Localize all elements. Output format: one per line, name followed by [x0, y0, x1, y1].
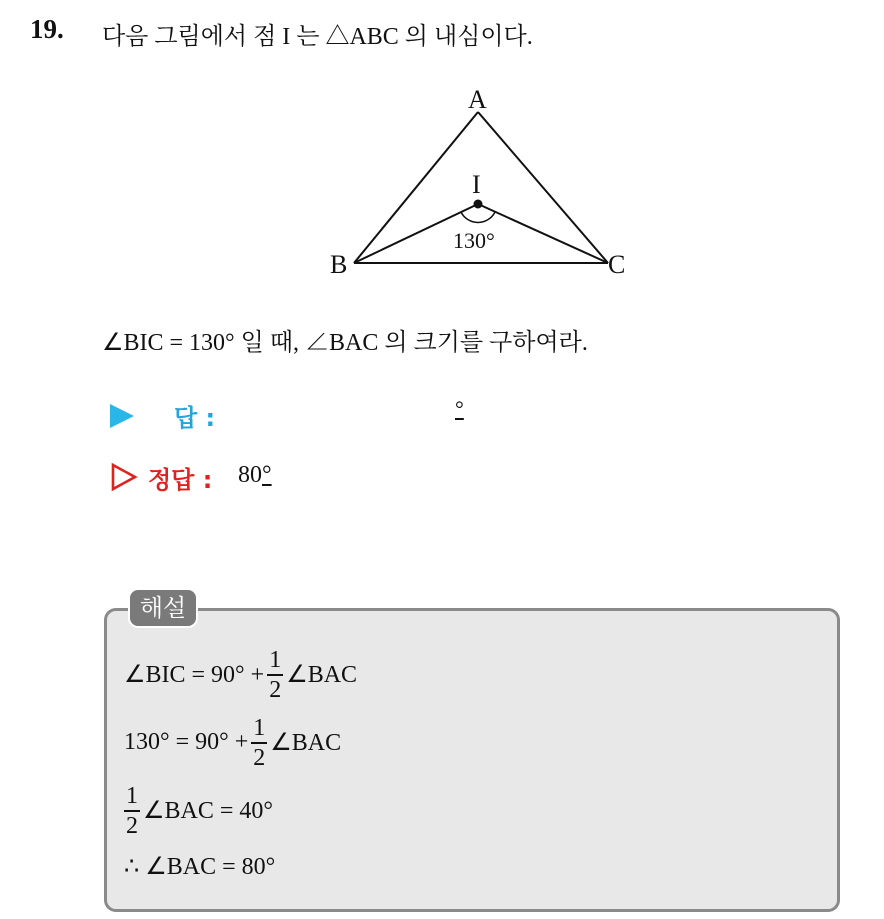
play-arrow-icon — [110, 404, 134, 428]
triangle-figure — [320, 80, 640, 290]
fraction-denominator: 2 — [269, 676, 282, 703]
correct-answer-value — [238, 462, 272, 489]
correct-answer-label: 정답 : — [148, 466, 213, 494]
fraction-bar — [267, 674, 283, 676]
answer-unit: ° — [455, 396, 464, 421]
correct-value-unit: ° — [262, 462, 272, 488]
fraction-numerator: 1 — [126, 783, 138, 809]
fraction-one-half — [267, 648, 283, 702]
solution-line-4: ∴ ∠BAC = 80° — [124, 854, 276, 880]
solution-line-1-left: ∠BIC = 90° + — [124, 662, 265, 689]
solution-line-1 — [124, 648, 357, 702]
fraction-bar — [124, 810, 140, 812]
outline-arrow-icon — [110, 462, 138, 492]
question-text: 다음 그림에서 점 I 는 △ABC 의 내심이다. — [102, 24, 533, 50]
solution-tab: 해설 — [128, 588, 198, 628]
fraction-numerator: 1 — [269, 647, 282, 673]
fraction-numerator: 1 — [253, 715, 266, 741]
segment-ci — [478, 204, 608, 263]
incenter-point — [474, 200, 483, 209]
angle-arc — [461, 212, 495, 223]
condition-text: ∠BIC = 130° 일 때, ∠BAC 의 크기를 구하여라. — [102, 330, 588, 356]
vertex-label-c: C — [608, 250, 626, 279]
point-label-i: I — [472, 170, 481, 199]
solution-line-2 — [124, 716, 341, 770]
angle-label: 130° — [453, 228, 495, 253]
answer-label: 답 : — [174, 404, 216, 432]
correct-value-number: 80 — [238, 462, 262, 488]
fraction-denominator: 2 — [253, 744, 266, 771]
fraction-denominator: 2 — [126, 812, 138, 839]
question-number: 19. — [30, 14, 64, 44]
solution-line-3-right: ∠BAC = 40° — [143, 798, 273, 825]
solution-line-3 — [124, 784, 273, 838]
answer-row — [110, 398, 510, 434]
vertex-label-a: A — [468, 85, 487, 114]
correct-answer-row — [110, 460, 510, 496]
fraction-bar — [251, 742, 267, 744]
fraction-one-half — [251, 716, 267, 770]
solution-line-1-right: ∠BAC — [286, 662, 358, 689]
solution-line-2-left: 130° = 90° + — [124, 729, 249, 756]
vertex-label-b: B — [330, 250, 348, 279]
side-ac — [478, 112, 608, 263]
solution-line-2-right: ∠BAC — [270, 730, 342, 757]
fraction-one-half — [124, 784, 140, 838]
